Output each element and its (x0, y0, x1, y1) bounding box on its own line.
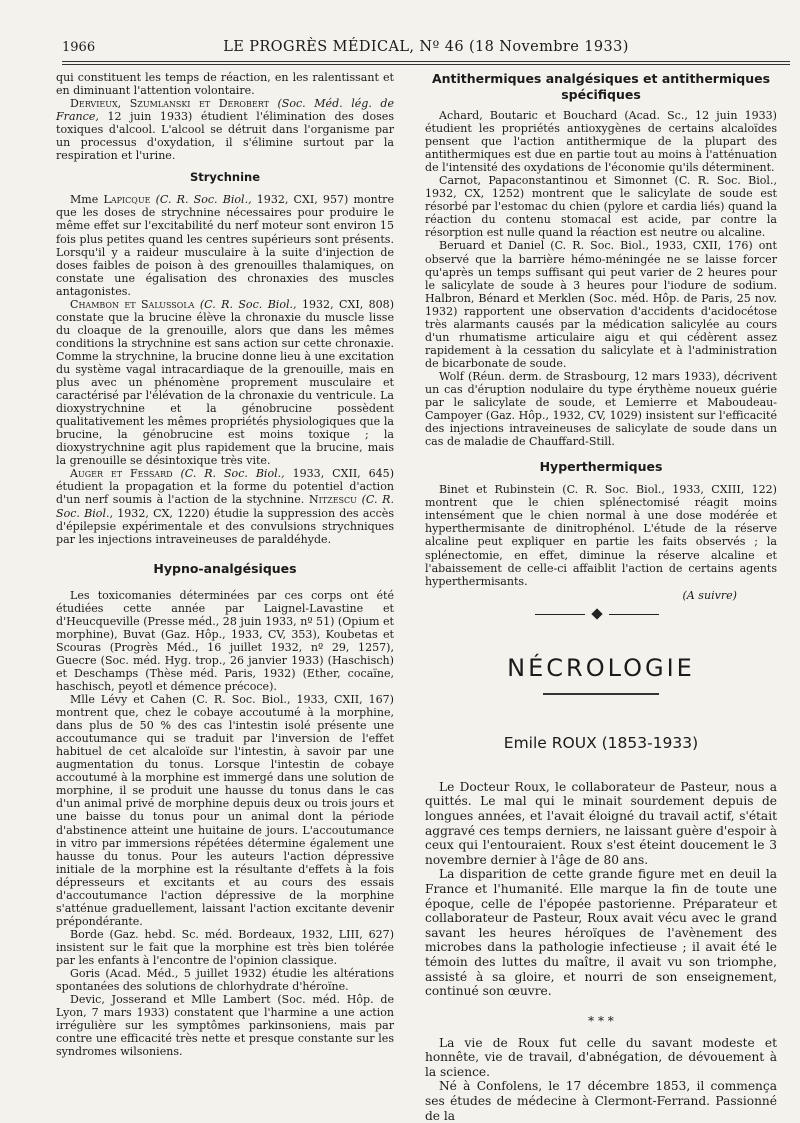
paragraph-devic: Devic, Josserand et Mlle Lambert (Soc. méd. Hôp. de Lyon, 7 mars 1933) constatent que l'harmine a une action irrégulière sur les symptômes parkinsoniens, mais par contre une efficacité très nette et presque constante sur les syndromes wilsoniens. (56, 993, 394, 1059)
paragraph-roux-birth: Né à Confolens, le 17 décembre 1853, il commença ses études de médecine à Clermont-Ferrand. Passionné de la (425, 1079, 777, 1123)
paragraph-carnot: Carnot, Papaconstantinou et Simonnet (C. R. Soc. Biol., 1932, CX, 1252) montrent que le salicylate de soude est résorbé par l'estomac du chien (pylore et cardia liés) quand la réaction du contenu stomacal est acide, par contre la résorption est nulle quand la réaction est neutre ou alcaline. (425, 174, 777, 240)
page-header (62, 38, 790, 60)
page-number: 1966 (62, 40, 96, 55)
to-be-continued: (A suivre) (682, 588, 737, 602)
author: Nitzescu (308, 493, 357, 507)
paragraph-reaction: qui constituent les temps de réaction, en les ralentissant et en diminuant l'attention volontaire. (56, 71, 394, 98)
paragraph-lapicque (56, 193, 394, 297)
paragraph-roux-life: La vie de Roux fut celle du savant modeste et honnête, vie de travail, d'abnégation, de dévouement à la science. (425, 1035, 777, 1079)
paragraph-alcohol (56, 97, 394, 162)
author: Auger et Fessard (70, 467, 173, 481)
paragraph-achard: Achard, Boutaric et Bouchard (Acad. Sc., 12 juin 1933) étudient les propriétés antioxygènes de certains alcaloïdes pensent que l'action antithermique de la plupart des antithermiques est due en partie tout au moins à l'atténuation de l'intensité des oxydations de l'économie qu'ils déterminent. (425, 109, 777, 175)
journal-title: LE PROGRÈS MÉDICAL, Nº 46 (18 Novembre 1933) (223, 39, 629, 55)
paragraph-text: 1932, CXI, 808) constate que la brucine élève la chronaxie du muscle lisse du cloaque de la grenouille, alors que dans les mêmes conditions la strychnine est sans action sur cette chronaxie. Comme la strychnine, la brucine donne lieu à une excitation du système vagal intracardiaque de la grenouille, mais en plus avec un phénomène proprement musculaire et caractérisé par l'élévation de la chronaxie du ventricule. La dioxystrychnine et la génobrucine possèdent qualitativement les mêmes propriétés physiologiques que la brucine, la génobrucine est moins toxique ; la dioxystrychnine agit plus rapidement que la brucine, mais la grenouille se désintoxique très vite. (56, 297, 395, 468)
paragraph-chambon (56, 298, 394, 468)
section-heading-hyperthermiques: Hyperthermiques (539, 459, 663, 475)
paragraph-toxicomanies: Les toxicomanies déterminées par ces corps ont été étudiées cette année par Laignel-Lavastine et d'Heucqueville (Presse méd., 28 juin 1933, nº 51) (Opium et morphine), Buvat (Gaz. Hôp., 1933, CV, 353), Koubetas et Scouras (Progrès Méd., 16 juillet 1932, nº 29, 1257), Guecre (Soc. méd. Hyg. trop., 26 janvier 1933) (Haschisch) et Deschamps (Thèse méd. Paris, 1932) (Ether, cocaïne, haschisch, peyotl et démence précoce). (56, 588, 394, 694)
paragraph-beruard: Beruard et Daniel (C. R. Soc. Biol., 1933, CXII, 176) ont observé que la barrière hémo-méningée ne se laisse forcer qu'après un temps suffisant qui peut varier de 2 heures pour le salicylate de soude à 3 heures pour l'iodure de sodium. Halbron, Bénard et Merklen (Soc. méd. Hôp. de Paris, 25 nov. 1932) rapportent une observation d'accidents d'acidocétose très alarmants causés par la médication salicylée au cours d'un rhumatisme articulaire aigu et qui cédèrent assez rapidement à la cessation du salicylate et à l'administration de bicarbonate de soude. (425, 239, 777, 370)
paragraph-auger (56, 467, 394, 545)
paragraph-text: 12 juin 1933) étudient l'élimination des doses toxiques d'alcool. L'alcool se détruit dans l'organisme par un processus d'oxydation, il s'élimine surtout par la respiration et l'urine. (56, 110, 394, 163)
necrologie-heading: NÉCROLOGIE (507, 653, 695, 682)
left-column (56, 71, 394, 1058)
paragraph-roux-disparition: La disparition de cette grande figure met en deuil la France et l'humanité. Elle marque la fin de toute une époque, celle de l'épopée pastorienne. Préparateur et collaborateur de Pasteur, Roux avait vécu avec le grand savant les heures héroïques de l'avènement des microbes dans la pathologie infectieuse ; il avait été le témoin des luttes du maître, il avait vu son triomphe, assisté à sa gloire, et nourri de son enseignement, continué son œuvre. (425, 867, 777, 999)
section-heading-antithermiques: Antithermiques analgésiques et antithermiques spécifiques (431, 71, 771, 102)
header-rule-bottom (62, 64, 790, 65)
paragraph-roux-death: Le Docteur Roux, le collaborateur de Pasteur, nous a quittés. Le mal qui le minait sourdement depuis de longues années, et l'avait éloigné du travail actif, s'était aggravé ces temps derniers, ne laissant guère d'espoir à ceux qui l'entouraient. Roux s'est éteint doucement le 3 novembre dernier à l'âge de 80 ans. (425, 779, 777, 867)
section-heading-strychnine: Strychnine (189, 170, 261, 185)
paragraph-goris: Goris (Acad. Méd., 5 juillet 1932) étudie les altérations spontanées des solutions de chlorhydrate d'héroïne. (56, 967, 394, 994)
paragraph-text: 1932, CX, 1220) étudie la suppression des accès d'épilepsie expérimentale et des convulsions strychniques par les injections intraveineuses de paraldéhyde. (56, 506, 394, 546)
author: Dervieux, Szumlanski et Derobert (70, 97, 269, 111)
reference: (C. R. Soc. Biol., (56, 493, 395, 520)
paragraph-text: 1932, CXI, 957) montre que les doses de strychnine nécessaires pour produire le même effet sur l'excitabilité du nerf moteur sont environ 15 fois plus petites quand les centres supérieurs sont présents. Lorsqu'il y a raideur musculaire à la suite d'injection de doses faibles de poison à des grenouilles thalamiques, on constate une égalisation des chronaxies des muscles antagonistes. (56, 193, 394, 298)
reference: (C. R. Soc. Biol., (150, 193, 252, 207)
author: Chambon et Salussola (70, 297, 195, 311)
section-heading-hypno: Hypno-analgésiques (153, 560, 297, 576)
reference: (C. R. Soc. Biol., (172, 467, 285, 481)
ornament-diamond (591, 608, 602, 619)
ornament-line-right (609, 614, 659, 615)
paragraph-text: 1933, CXII, 645) étudient la propagation et la forme du potentiel d'action d'un nerf soumis à l'action de la stychnine. (56, 467, 395, 507)
paragraph-levy-cahen: Mlle Lévy et Cahen (C. R. Soc. Biol., 1933, CXII, 167) montrent que, chez le cobaye accoutumé à la morphine, dans plus de 50 % des cas l'intestin isolé présente une accoutumance qui se traduit par l'inversion de l'effet habituel de cet alcaloïde sur l'intestin, à savoir par une augmentation du tonus. Lorsque l'intestin de cobaye accoutumé à la morphine est immergé dans une solution de morphine, il se produit une hausse du tonus dans le cas d'un animal privé de morphine depuis deux ou trois jours et une baisse du tonus pour un animal dont la période d'abstinence atteint une huitaine de jours. L'accoutumance in vitro par immersions répétées détermine également une hausse du tonus. Pour les auteurs l'action dépressive initiale de la morphine est la résultante d'effets à la fois dépresseurs et excitants et au cours des essais d'accoutumance l'action dépressive de la morphine s'atténue graduellement, laissant l'action excitante devenir prépondérante. (56, 693, 394, 928)
reference: (C. R. Soc. Biol., (194, 297, 297, 311)
paragraph-borde: Borde (Gaz. hebd. Sc. méd. Bordeaux, 1932, LIII, 627) insistent sur le fait que la morphine est très bien tolérée par les enfants à l'encontre de l'opinion classique. (56, 927, 394, 967)
reference: (Soc. Méd. lég. de France, (56, 97, 394, 124)
author: Lapicque (103, 193, 151, 207)
section-ornament (425, 606, 777, 624)
right-column (425, 71, 777, 1123)
asterism: * * * (588, 1013, 614, 1028)
necrologie-rule (543, 693, 659, 695)
obituary-title: Emile ROUX (1853-1933) (503, 733, 699, 752)
paragraph-wolf: Wolf (Réun. derm. de Strasbourg, 12 mars 1933), décrivent un cas d'éruption nodulaire du type érythème noueux guérie par le salicylate de soude, et Lemierre et Maboudeau-Campoyer (Gaz. Hôp., 1932, CV, 1029) insistent sur l'efficacité des injections intraveineuses de salicylate de soude dans un cas de maladie de Chauffard-Still. (425, 369, 777, 449)
ornament-line-left (535, 614, 585, 615)
prefix: Mme (70, 193, 104, 207)
paragraph-binet: Binet et Rubinstein (C. R. Soc. Biol., 1933, CXIII, 122) montrent que le chien splénectomisé réagit moins intensément que le chien normal à une dose modérée et hyperthermisante de dinitrophénol. L'étude de la réserve alcaline peut expliquer en partie les faits observés ; la splénectomie, en effet, diminue la réserve alcaline et l'abaissement de celle-ci affaiblit l'action de certains agents hyperthermisants. (425, 483, 777, 588)
header-rule-top (62, 61, 790, 62)
